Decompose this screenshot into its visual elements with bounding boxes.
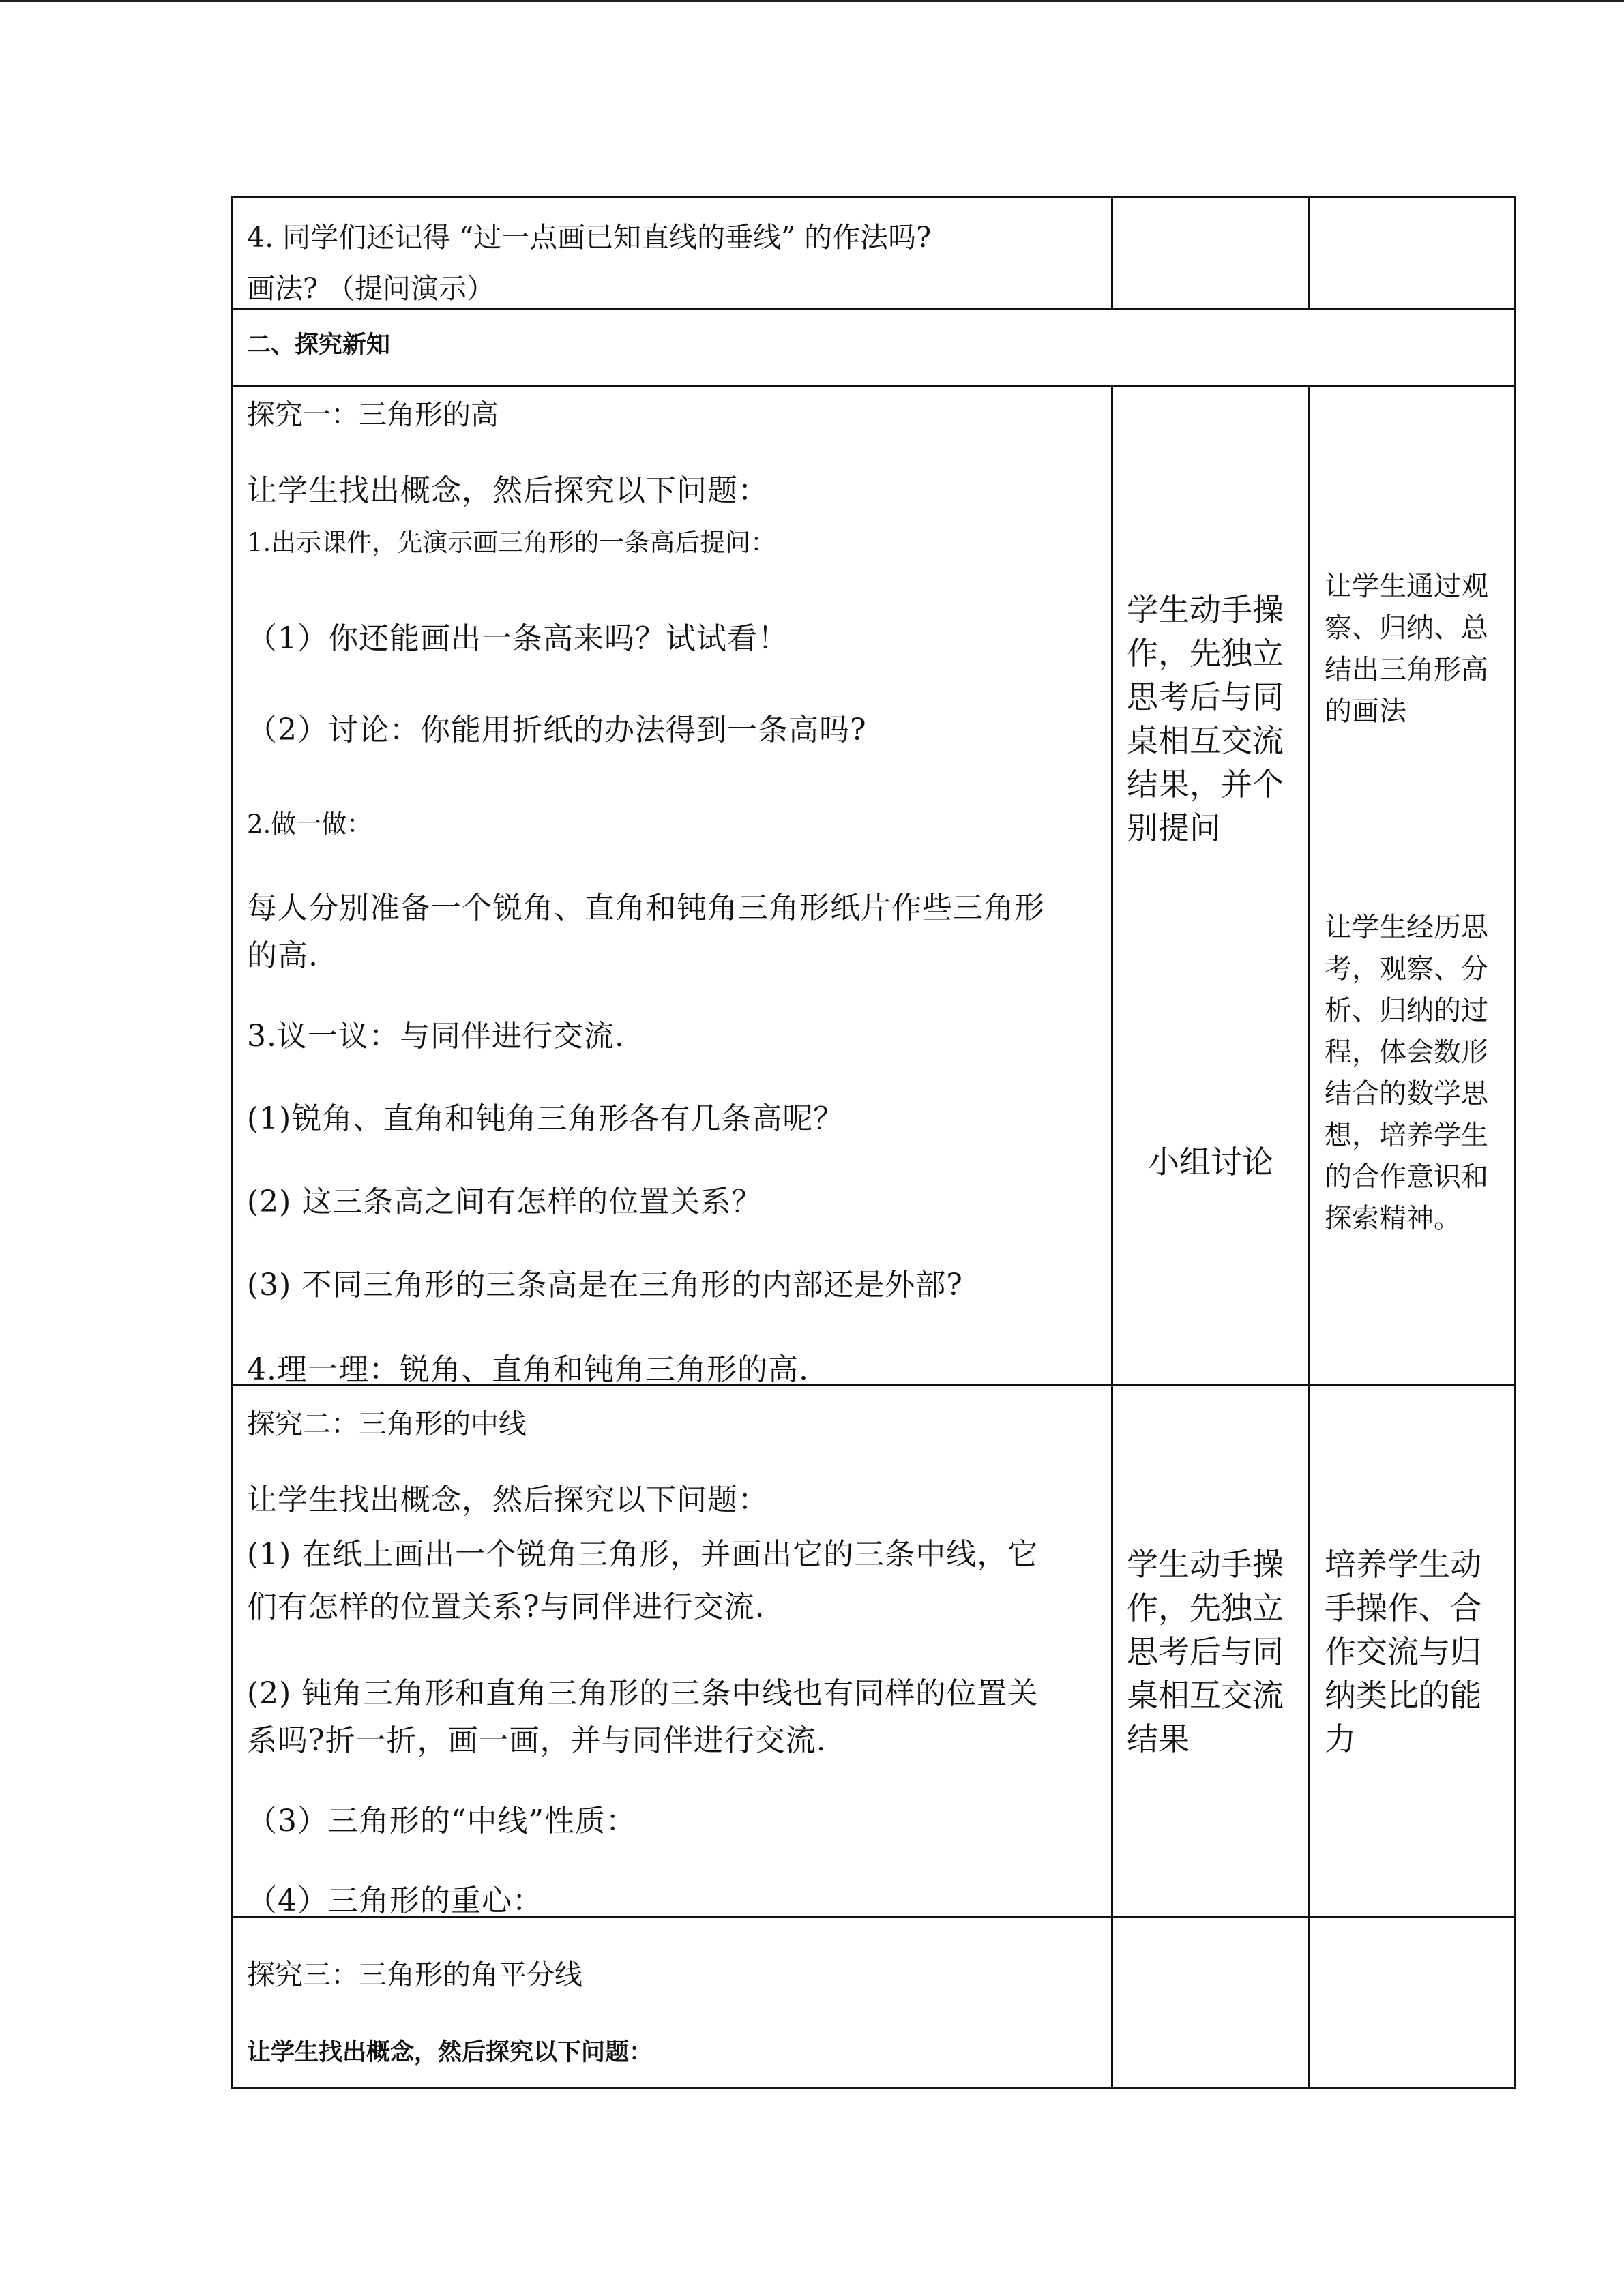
inquiry-1-q3: 3.议一议：与同伴进行交流.	[247, 1019, 625, 1054]
row-divider-1	[231, 308, 1516, 310]
inquiry-1-intro: 让学生找出概念，然后探究以下问题：	[247, 473, 769, 508]
inquiry-2-p2-line-2: 系吗?折一折，画一画，并与同伴进行交流.	[247, 1723, 827, 1758]
inquiry-3-title: 探究三：三角形的角平分线	[247, 1958, 582, 1991]
design-intent-1: 让学生通过观察、归纳、总结出三角形高的画法	[1325, 571, 1488, 727]
table-bottom-border	[231, 2087, 1516, 2089]
table-col-divider-1	[1111, 385, 1113, 2089]
inquiry-1-q2: 2.做一做：	[247, 809, 372, 839]
table-col-divider-1-top	[1111, 196, 1113, 309]
row-divider-2	[231, 385, 1516, 387]
page-top-border	[0, 0, 1624, 2]
inquiry-1-q3b: (2) 这三条高之间有怎样的位置关系？	[247, 1184, 763, 1219]
inquiry-1-q2-line-1: 每人分别准备一个锐角、直角和钝角三角形纸片作些三角形	[247, 891, 1045, 925]
inquiry-1-q2-line-2: 的高.	[247, 938, 319, 973]
inquiry-2-intro: 让学生找出概念，然后探究以下问题：	[247, 1482, 769, 1517]
inquiry-2-p4: （4）三角形的重心：	[247, 1883, 543, 1918]
inquiry-1-q4: 4.理一理：锐角、直角和钝角三角形的高.	[247, 1352, 809, 1387]
inquiry-1-q1: 1.出示课件，先演示画三角形的一条高后提问：	[247, 528, 776, 557]
student-activity-1: 学生动手操作，先独立思考后与同桌相互交流结果，并个别提问	[1127, 591, 1284, 846]
table-right-border	[1514, 196, 1516, 2089]
inquiry-1-q1a: （1）你还能画出一条高来吗？试试看！	[247, 621, 788, 656]
table-col-divider-2-top	[1308, 196, 1310, 309]
table-col-divider-2	[1308, 385, 1310, 2089]
inquiry-1-q3c: (3) 不同三角形的三条高是在三角形的内部还是外部?	[247, 1268, 963, 1302]
student-activity-2: 学生动手操作，先独立思考后与同桌相互交流结果	[1127, 1546, 1284, 1757]
inquiry-1-title: 探究一：三角形的高	[247, 398, 499, 431]
design-intent-1b: 让学生经历思考，观察、分析、归纳的过程，体会数形结合的数学思想，培养学生的合作意识和探索精神。	[1325, 912, 1488, 1234]
inquiry-2-p2-line-1: (2) 钝角三角形和直角三角形的三条中线也有同样的位置关	[247, 1676, 1039, 1711]
review-question-line-1: 4. 同学们还记得 “过一点画已知直线的垂线” 的作法吗?	[247, 221, 932, 254]
student-activity-1b: 小组讨论	[1148, 1144, 1273, 1180]
section-title: 二、探究新知	[247, 331, 391, 359]
inquiry-1-q3a: (1)锐角、直角和钝角三角形各有几条高呢？	[247, 1101, 844, 1136]
table-left-border	[231, 196, 233, 2089]
inquiry-2-p1-line-2: 们有怎样的位置关系?与同伴进行交流.	[247, 1590, 765, 1624]
inquiry-2-title: 探究二：三角形的中线	[247, 1407, 527, 1440]
inquiry-1-q1b: （2）讨论：你能用折纸的办法得到一条高吗?	[247, 713, 867, 747]
review-question-line-2: 画法? （提问演示）	[247, 272, 495, 305]
design-intent-2: 培养学生动手操作、合作交流与归纳类比的能力	[1325, 1546, 1481, 1757]
inquiry-3-intro: 让学生找出概念，然后探究以下问题：	[247, 2038, 653, 2066]
table-top-border	[231, 196, 1516, 198]
inquiry-2-p1-line-1: (1) 在纸上画出一个锐角三角形，并画出它的三条中线，它	[247, 1537, 1039, 1572]
inquiry-2-p3: （3）三角形的“中线”性质：	[247, 1804, 636, 1838]
